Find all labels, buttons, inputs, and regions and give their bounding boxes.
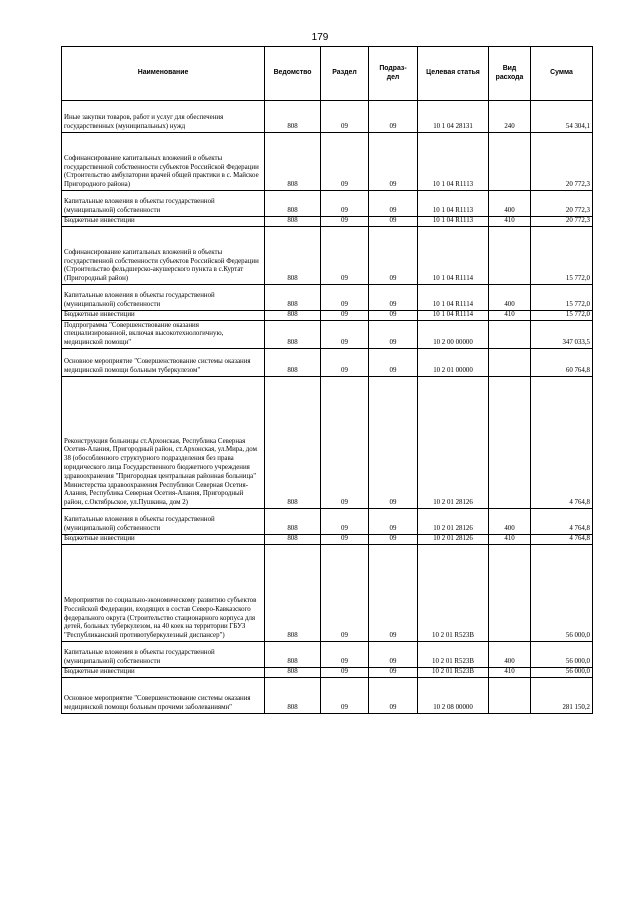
cell-subsection: 09 — [369, 377, 418, 509]
cell-department: 808 — [265, 191, 321, 217]
cell-subsection: 09 — [369, 678, 418, 714]
table-row — [62, 509, 593, 535]
cell-amount: 15 772,0 — [531, 311, 593, 321]
cell-expense-type: 400 — [489, 285, 531, 311]
cell-department: 808 — [265, 642, 321, 668]
table-row — [62, 535, 593, 545]
cell-amount: 4 764,8 — [531, 535, 593, 545]
cell-expense-type: 410 — [489, 217, 531, 227]
table-row — [62, 349, 593, 377]
cell-target-article: 10 1 04 R1114 — [418, 285, 489, 311]
cell-amount: 347 033,5 — [531, 321, 593, 349]
cell-department: 808 — [265, 321, 321, 349]
cell-name: Капитальные вложения в объекты государственной (муниципальной) собственности — [62, 509, 265, 535]
cell-subsection: 09 — [369, 217, 418, 227]
cell-target-article: 10 2 01 28126 — [418, 377, 489, 509]
cell-amount: 4 764,8 — [531, 509, 593, 535]
cell-amount: 56 000,0 — [531, 668, 593, 678]
cell-target-article: 10 1 04 R1113 — [418, 191, 489, 217]
cell-section: 09 — [321, 535, 369, 545]
cell-section: 09 — [321, 217, 369, 227]
cell-section: 09 — [321, 285, 369, 311]
cell-department: 808 — [265, 101, 321, 133]
cell-department: 808 — [265, 311, 321, 321]
cell-section: 09 — [321, 101, 369, 133]
cell-subsection: 09 — [369, 668, 418, 678]
cell-name: Капитальные вложения в объекты государственной (муниципальной) собственности — [62, 191, 265, 217]
table-header — [62, 47, 593, 101]
cell-section: 09 — [321, 678, 369, 714]
cell-amount: 60 764,8 — [531, 349, 593, 377]
table-row — [62, 668, 593, 678]
cell-expense-type: 410 — [489, 668, 531, 678]
header-expense-type: Вид расхода — [489, 47, 531, 101]
cell-amount: 15 772,0 — [531, 285, 593, 311]
table-row — [62, 311, 593, 321]
cell-expense-type — [489, 133, 531, 191]
header-target-article: Целевая статья — [418, 47, 489, 101]
cell-name: Основное мероприятие "Совершенствование системы оказания медицинской помощи больным прочими заболеваниями" — [62, 678, 265, 714]
cell-section: 09 — [321, 227, 369, 285]
cell-section: 09 — [321, 349, 369, 377]
table-row — [62, 545, 593, 642]
cell-expense-type: 240 — [489, 101, 531, 133]
cell-subsection: 09 — [369, 311, 418, 321]
page-number: 179 — [311, 32, 329, 43]
cell-target-article: 10 2 01 R523B — [418, 545, 489, 642]
cell-target-article: 10 1 04 R1113 — [418, 217, 489, 227]
cell-expense-type: 400 — [489, 509, 531, 535]
cell-subsection: 09 — [369, 133, 418, 191]
cell-expense-type — [489, 321, 531, 349]
cell-expense-type: 410 — [489, 311, 531, 321]
table-row — [62, 678, 593, 714]
cell-expense-type — [489, 227, 531, 285]
cell-target-article: 10 1 04 28131 — [418, 101, 489, 133]
cell-department: 808 — [265, 545, 321, 642]
cell-expense-type — [489, 349, 531, 377]
header-amount: Сумма — [531, 47, 593, 101]
cell-expense-type — [489, 377, 531, 509]
cell-amount: 20 772,3 — [531, 133, 593, 191]
cell-target-article: 10 2 01 R523B — [418, 642, 489, 668]
cell-department: 808 — [265, 509, 321, 535]
cell-section: 09 — [321, 545, 369, 642]
cell-target-article: 10 2 01 00000 — [418, 349, 489, 377]
cell-target-article: 10 1 04 R1114 — [418, 311, 489, 321]
cell-name: Реконструкция больницы ст.Архонская, Республика Северная Осетия-Алания, Пригородный район, ст.Архонская, ул.Мира, дом 38 (обособленного структурного подразделения без права юридического лица Государственного бюджетного учреждения здравоохранения "Пригородная центральная районная больница" Министерства здравоохранения Республики Северная Осетия-Алания, Республика Северная Осетия-Алания, Пригородный район, с.Октябрьское, ул.Пушкина, дом 2) — [62, 377, 265, 509]
table-row — [62, 217, 593, 227]
cell-subsection: 09 — [369, 509, 418, 535]
cell-amount: 4 764,8 — [531, 377, 593, 509]
header-subsection: Подраз- дел — [369, 47, 418, 101]
cell-department: 808 — [265, 535, 321, 545]
cell-target-article: 10 1 04 R1114 — [418, 227, 489, 285]
cell-department: 808 — [265, 349, 321, 377]
table-row — [62, 191, 593, 217]
table-body — [62, 101, 593, 714]
cell-subsection: 09 — [369, 101, 418, 133]
cell-department: 808 — [265, 285, 321, 311]
cell-subsection: 09 — [369, 227, 418, 285]
cell-target-article: 10 2 01 R523B — [418, 668, 489, 678]
cell-section: 09 — [321, 509, 369, 535]
cell-target-article: 10 1 04 R1113 — [418, 133, 489, 191]
cell-name: Мероприятия по социально-экономическому развитию субъектов Российской Федерации, входящих в состав Северо-Кавказского федерального округа (Строительство стационарного корпуса для детей, больных туберкулезом, на 40 коек на территории ГБУЗ "Республиканский противотуберкулезный диспансер") — [62, 545, 265, 642]
cell-name: Бюджетные инвестиции — [62, 311, 265, 321]
cell-expense-type: 410 — [489, 535, 531, 545]
cell-expense-type — [489, 545, 531, 642]
cell-department: 808 — [265, 377, 321, 509]
header-department: Ведомство — [265, 47, 321, 101]
cell-target-article: 10 2 08 00000 — [418, 678, 489, 714]
cell-amount: 20 772,3 — [531, 191, 593, 217]
cell-section: 09 — [321, 191, 369, 217]
cell-name: Основное мероприятие "Совершенствование системы оказания медицинской помощи больным туберкулезом" — [62, 349, 265, 377]
cell-subsection: 09 — [369, 321, 418, 349]
header-name: Наименование — [62, 47, 265, 101]
cell-name: Софинансирование капитальных вложений в объекты государственной собственности субъектов Российской Федерации (Строительство фельдшерско-акушерского пункта в с.Куртат (Пригородный район) — [62, 227, 265, 285]
cell-section: 09 — [321, 311, 369, 321]
header-section: Раздел — [321, 47, 369, 101]
cell-target-article: 10 2 00 00000 — [418, 321, 489, 349]
cell-section: 09 — [321, 377, 369, 509]
cell-subsection: 09 — [369, 285, 418, 311]
cell-department: 808 — [265, 217, 321, 227]
cell-target-article: 10 2 01 28126 — [418, 509, 489, 535]
cell-amount: 56 000,0 — [531, 642, 593, 668]
cell-section: 09 — [321, 133, 369, 191]
cell-name: Капитальные вложения в объекты государственной (муниципальной) собственности — [62, 285, 265, 311]
cell-section: 09 — [321, 321, 369, 349]
cell-target-article: 10 2 01 28126 — [418, 535, 489, 545]
cell-department: 808 — [265, 227, 321, 285]
cell-subsection: 09 — [369, 191, 418, 217]
cell-subsection: 09 — [369, 545, 418, 642]
cell-name: Бюджетные инвестиции — [62, 668, 265, 678]
cell-expense-type: 400 — [489, 642, 531, 668]
cell-amount: 54 304,1 — [531, 101, 593, 133]
cell-subsection: 09 — [369, 642, 418, 668]
table-row — [62, 321, 593, 349]
cell-name: Иные закупки товаров, работ и услуг для обеспечения государственных (муниципальных) нужд — [62, 101, 265, 133]
cell-section: 09 — [321, 668, 369, 678]
table-row — [62, 133, 593, 191]
cell-name: Бюджетные инвестиции — [62, 217, 265, 227]
table-row — [62, 285, 593, 311]
table-row — [62, 377, 593, 509]
cell-amount: 56 000,0 — [531, 545, 593, 642]
table-row — [62, 227, 593, 285]
cell-amount: 281 150,2 — [531, 678, 593, 714]
table-row — [62, 101, 593, 133]
cell-department: 808 — [265, 678, 321, 714]
cell-section: 09 — [321, 642, 369, 668]
cell-department: 808 — [265, 668, 321, 678]
budget-table — [61, 46, 593, 714]
cell-subsection: 09 — [369, 535, 418, 545]
cell-name: Бюджетные инвестиции — [62, 535, 265, 545]
cell-amount: 20 772,3 — [531, 217, 593, 227]
cell-expense-type — [489, 678, 531, 714]
table-row — [62, 642, 593, 668]
cell-expense-type: 400 — [489, 191, 531, 217]
cell-name: Софинансирование капитальных вложений в объекты государственной собственности субъектов Российской Федерации (Строительство амбулатории врачей общей практики в с. Майское Пригородного района) — [62, 133, 265, 191]
cell-amount: 15 772,0 — [531, 227, 593, 285]
cell-department: 808 — [265, 133, 321, 191]
cell-subsection: 09 — [369, 349, 418, 377]
cell-name: Подпрограмма "Совершенствование оказания специализированной, включая высокотехнологичную, медицинской помощи" — [62, 321, 265, 349]
cell-name: Капитальные вложения в объекты государственной (муниципальной) собственности — [62, 642, 265, 668]
